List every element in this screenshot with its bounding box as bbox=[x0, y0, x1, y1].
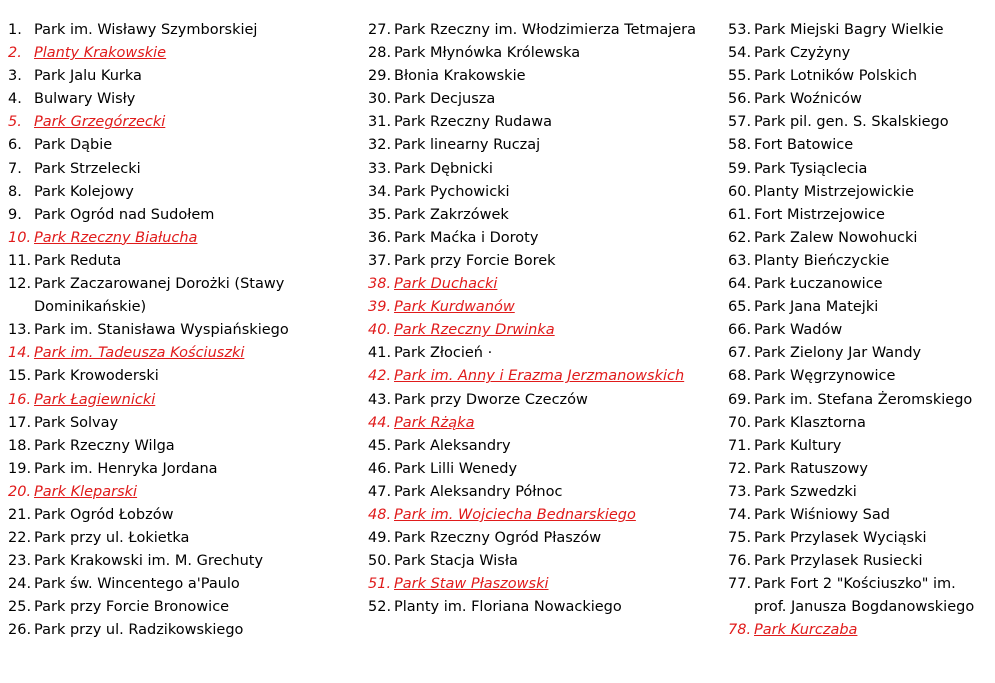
park-name: Park św. Wincentego a'Paulo bbox=[34, 576, 240, 593]
park-list-item bbox=[728, 111, 990, 134]
park-name: Park Kultury bbox=[754, 437, 842, 454]
park-name: Park Lotników Polskich bbox=[754, 68, 918, 85]
park-name: Park Zielony Jar Wandy bbox=[754, 345, 922, 362]
park-list-item bbox=[8, 573, 353, 596]
park-list-item bbox=[8, 527, 353, 550]
park-number: 46. bbox=[368, 460, 392, 477]
park-list-item bbox=[728, 365, 990, 388]
park-list-item bbox=[8, 273, 353, 319]
park-name: Park Wadów bbox=[754, 322, 843, 339]
park-list-item bbox=[728, 296, 990, 319]
park-list-item bbox=[368, 111, 713, 134]
park-list-item bbox=[8, 181, 353, 204]
park-list-item bbox=[8, 550, 353, 573]
park-number: 32. bbox=[368, 137, 392, 154]
park-name: Park Rzeczny Ogród Płaszów bbox=[394, 530, 602, 547]
park-name: Park Wiśniowy Sad bbox=[754, 506, 890, 523]
park-number: 1. bbox=[8, 22, 22, 38]
park-name: Park Strzelecki bbox=[34, 160, 141, 177]
park-list-item bbox=[368, 42, 713, 65]
park-number: 64. bbox=[728, 276, 752, 293]
park-name: Park Stacja Wisła bbox=[394, 553, 518, 570]
park-list-item bbox=[728, 389, 990, 412]
park-number: 76. bbox=[728, 553, 752, 570]
park-list-item bbox=[368, 88, 713, 111]
park-number: 75. bbox=[728, 530, 752, 547]
park-list-item bbox=[8, 42, 353, 65]
park-number: 71. bbox=[728, 437, 752, 454]
park-list-item bbox=[8, 412, 353, 435]
park-number: 4. bbox=[8, 91, 22, 108]
park-number: 59. bbox=[728, 160, 752, 177]
park-name: Park Krowoderski bbox=[34, 368, 159, 385]
park-list-item bbox=[8, 596, 353, 619]
park-name-highlighted: Park Duchacki bbox=[394, 276, 498, 293]
park-number: 19. bbox=[8, 460, 32, 477]
park-number: 16. bbox=[8, 391, 32, 408]
park-list-item bbox=[728, 42, 990, 65]
park-list-item bbox=[368, 596, 713, 619]
park-name: Park przy Dworze Czeczów bbox=[394, 391, 588, 408]
park-name: Park Tysiąclecia bbox=[754, 160, 868, 177]
park-number: 62. bbox=[728, 229, 752, 246]
park-number: 67. bbox=[728, 345, 752, 362]
park-list-item bbox=[728, 458, 990, 481]
park-list-item bbox=[728, 273, 990, 296]
park-name: Park Złocień · bbox=[394, 345, 493, 362]
park-number: 55. bbox=[728, 68, 752, 85]
park-list-item bbox=[368, 158, 713, 181]
park-name: Park Ogród Łobzów bbox=[34, 506, 174, 523]
park-list-item bbox=[368, 573, 713, 596]
park-number: 42. bbox=[368, 368, 392, 385]
park-list-item bbox=[728, 158, 990, 181]
park-name: Park Zakrzówek bbox=[394, 206, 509, 223]
park-name: Park linearny Ruczaj bbox=[394, 137, 541, 154]
park-name: Park im. Henryka Jordana bbox=[34, 460, 218, 477]
park-number: 25. bbox=[8, 599, 32, 616]
park-list-item bbox=[8, 250, 353, 273]
park-name-highlighted: Park Kurczaba bbox=[754, 622, 858, 639]
park-number: 78. bbox=[728, 622, 752, 639]
park-number: 33. bbox=[368, 160, 392, 177]
park-list-column-2 bbox=[368, 19, 713, 619]
park-name: Park Węgrzynowice bbox=[754, 368, 896, 385]
park-name: Park Rzeczny im. Włodzimierza Tetmajera bbox=[394, 22, 697, 38]
park-number: 3. bbox=[8, 68, 22, 85]
park-name-highlighted: Park Rzeczny Białucha bbox=[34, 229, 198, 246]
park-list-item bbox=[8, 88, 353, 111]
park-name: Park Aleksandry Północ bbox=[394, 483, 563, 500]
park-number: 41. bbox=[368, 345, 392, 362]
park-name: Park przy ul. Radzikowskiego bbox=[34, 622, 244, 639]
park-number: 44. bbox=[368, 414, 392, 431]
park-list-item bbox=[368, 527, 713, 550]
park-name: Park Rzeczny Rudawa bbox=[394, 114, 552, 131]
park-list-item bbox=[368, 342, 713, 365]
park-list-item bbox=[8, 134, 353, 157]
park-number: 11. bbox=[8, 252, 32, 269]
park-number: 22. bbox=[8, 530, 32, 547]
park-name: Park Ratuszowy bbox=[754, 460, 868, 477]
park-number: 50. bbox=[368, 553, 392, 570]
park-number: 77. bbox=[728, 576, 752, 593]
park-name: Park Jalu Kurka bbox=[34, 68, 142, 85]
park-name: Park Młynówka Królewska bbox=[394, 45, 581, 62]
park-name: Park Zalew Nowohucki bbox=[754, 229, 918, 246]
park-list-item bbox=[8, 619, 353, 642]
park-list-item bbox=[8, 458, 353, 481]
park-list-item bbox=[368, 458, 713, 481]
park-list-item bbox=[368, 504, 713, 527]
park-number: 7. bbox=[8, 160, 22, 177]
park-number: 31. bbox=[368, 114, 392, 131]
park-list-item bbox=[8, 158, 353, 181]
park-name: Park Lilli Wenedy bbox=[394, 460, 518, 477]
park-list-item bbox=[8, 435, 353, 458]
park-number: 65. bbox=[728, 299, 752, 316]
park-number: 24. bbox=[8, 576, 32, 593]
park-list-item bbox=[8, 504, 353, 527]
park-name: Park Woźniców bbox=[754, 91, 862, 108]
park-number: 6. bbox=[8, 137, 22, 154]
park-name: Park Fort 2 "Kościuszko" im. prof. Janusza Bogdanowskiego bbox=[754, 576, 975, 616]
park-list-item bbox=[368, 273, 713, 296]
park-list-item bbox=[8, 365, 353, 388]
park-name: Fort Batowice bbox=[754, 137, 854, 154]
park-list-item bbox=[728, 550, 990, 573]
park-number: 61. bbox=[728, 206, 752, 223]
park-list-item bbox=[368, 134, 713, 157]
park-list-item bbox=[368, 550, 713, 573]
park-list-item bbox=[728, 504, 990, 527]
park-number: 66. bbox=[728, 322, 752, 339]
park-list-item bbox=[8, 319, 353, 342]
park-name: Park Czyżyny bbox=[754, 45, 851, 62]
park-list-item bbox=[728, 204, 990, 227]
park-name: Park Aleksandry bbox=[394, 437, 511, 454]
park-number: 43. bbox=[368, 391, 392, 408]
park-name: Park Szwedzki bbox=[754, 483, 857, 500]
park-name: Bulwary Wisły bbox=[34, 91, 136, 108]
park-name: Park Ogród nad Sudołem bbox=[34, 206, 215, 223]
park-number: 18. bbox=[8, 437, 32, 454]
park-name: Fort Mistrzejowice bbox=[754, 206, 885, 223]
park-name: Park im. Wisławy Szymborskiej bbox=[34, 22, 258, 38]
park-list-item bbox=[368, 204, 713, 227]
park-number: 8. bbox=[8, 183, 22, 200]
park-list-item bbox=[368, 250, 713, 273]
park-list-item bbox=[368, 181, 713, 204]
park-name-highlighted: Park Kurdwanów bbox=[394, 299, 515, 316]
park-name-highlighted: Park Kleparski bbox=[34, 483, 138, 500]
park-name: Park Rzeczny Wilga bbox=[34, 437, 175, 454]
park-number: 17. bbox=[8, 414, 32, 431]
park-list-item bbox=[728, 88, 990, 111]
park-number: 70. bbox=[728, 414, 752, 431]
park-name-highlighted: Park Rżąka bbox=[394, 414, 475, 431]
park-list-item bbox=[368, 412, 713, 435]
park-number: 27. bbox=[368, 22, 392, 38]
park-list-item bbox=[368, 365, 713, 388]
park-list-item bbox=[8, 227, 353, 250]
park-list-item bbox=[368, 435, 713, 458]
park-list-item bbox=[728, 319, 990, 342]
park-number: 69. bbox=[728, 391, 752, 408]
park-number: 45. bbox=[368, 437, 392, 454]
park-number: 73. bbox=[728, 483, 752, 500]
park-name: Planty im. Floriana Nowackiego bbox=[394, 599, 622, 616]
park-name: Park Reduta bbox=[34, 252, 122, 269]
park-number: 9. bbox=[8, 206, 22, 223]
park-name: Park Klasztorna bbox=[754, 414, 866, 431]
park-number: 14. bbox=[8, 345, 32, 362]
park-list-item bbox=[8, 19, 353, 42]
park-name-highlighted: Park Grzegórzecki bbox=[34, 114, 166, 131]
park-number: 40. bbox=[368, 322, 392, 339]
park-number: 21. bbox=[8, 506, 32, 523]
park-name: Park Miejski Bagry Wielkie bbox=[754, 22, 944, 38]
park-number: 53. bbox=[728, 22, 752, 38]
park-list-item bbox=[728, 250, 990, 273]
park-number: 52. bbox=[368, 599, 392, 616]
park-number: 72. bbox=[728, 460, 752, 477]
park-list-item bbox=[368, 65, 713, 88]
park-name-highlighted: Park im. Wojciecha Bednarskiego bbox=[394, 506, 636, 523]
park-number: 10. bbox=[8, 229, 32, 246]
park-number: 26. bbox=[8, 622, 32, 639]
park-name: Park Zaczarowanej Dorożki (Stawy Dominikańskie) bbox=[34, 276, 285, 316]
park-name: Park Łuczanowice bbox=[754, 276, 883, 293]
park-list-item bbox=[368, 227, 713, 250]
park-number: 39. bbox=[368, 299, 392, 316]
park-list-item bbox=[728, 342, 990, 365]
park-name: Park Krakowski im. M. Grechuty bbox=[34, 553, 264, 570]
park-list-item bbox=[8, 481, 353, 504]
park-list-column-3 bbox=[728, 19, 990, 643]
park-number: 47. bbox=[368, 483, 392, 500]
park-number: 30. bbox=[368, 91, 392, 108]
park-list-item bbox=[728, 134, 990, 157]
park-list-item bbox=[368, 296, 713, 319]
park-name: Park Jana Matejki bbox=[754, 299, 879, 316]
park-list-item bbox=[728, 619, 990, 642]
park-list-item bbox=[368, 319, 713, 342]
park-list-item bbox=[728, 435, 990, 458]
park-number: 58. bbox=[728, 137, 752, 154]
park-number: 35. bbox=[368, 206, 392, 223]
park-name: Park Solvay bbox=[34, 414, 119, 431]
park-name-highlighted: Park Rzeczny Drwinka bbox=[394, 322, 555, 339]
park-number: 28. bbox=[368, 45, 392, 62]
park-number: 49. bbox=[368, 530, 392, 547]
park-name: Park Pychowicki bbox=[394, 183, 510, 200]
park-number: 36. bbox=[368, 229, 392, 246]
park-list-item bbox=[368, 19, 713, 42]
park-list-item bbox=[8, 204, 353, 227]
park-name: Park Kolejowy bbox=[34, 183, 134, 200]
park-name: Park przy ul. Łokietka bbox=[34, 530, 190, 547]
park-number: 15. bbox=[8, 368, 32, 385]
park-name: Park przy Forcie Borek bbox=[394, 252, 556, 269]
park-list-item bbox=[368, 389, 713, 412]
park-number: 20. bbox=[8, 483, 32, 500]
park-name: Błonia Krakowskie bbox=[394, 68, 526, 85]
park-name: Park Przylasek Rusiecki bbox=[754, 553, 923, 570]
park-number: 60. bbox=[728, 183, 752, 200]
park-number: 51. bbox=[368, 576, 392, 593]
park-list-item bbox=[728, 527, 990, 550]
park-name: Park Dębnicki bbox=[394, 160, 493, 177]
park-name: Park pil. gen. S. Skalskiego bbox=[754, 114, 949, 131]
park-list-item bbox=[728, 227, 990, 250]
park-number: 29. bbox=[368, 68, 392, 85]
park-name-highlighted: Park Łagiewnicki bbox=[34, 391, 156, 408]
park-number: 5. bbox=[8, 114, 22, 131]
park-number: 13. bbox=[8, 322, 32, 339]
park-name-highlighted: Planty Krakowskie bbox=[34, 45, 167, 62]
park-name: Park Przylasek Wyciąski bbox=[754, 530, 927, 547]
park-name-highlighted: Park im. Tadeusza Kościuszki bbox=[34, 345, 245, 362]
park-name: Park Dąbie bbox=[34, 137, 113, 154]
park-name: Park Maćka i Doroty bbox=[394, 229, 539, 246]
park-number: 74. bbox=[728, 506, 752, 523]
park-name: Planty Bieńczyckie bbox=[754, 252, 890, 269]
park-number: 12. bbox=[8, 276, 32, 293]
park-list-column-1 bbox=[8, 19, 353, 643]
park-list-item bbox=[8, 65, 353, 88]
park-number: 23. bbox=[8, 553, 32, 570]
park-number: 37. bbox=[368, 252, 392, 269]
park-name-highlighted: Park Staw Płaszowski bbox=[394, 576, 549, 593]
park-number: 63. bbox=[728, 252, 752, 269]
park-number: 68. bbox=[728, 368, 752, 385]
park-number: 54. bbox=[728, 45, 752, 62]
park-number: 34. bbox=[368, 183, 392, 200]
park-list-item bbox=[728, 412, 990, 435]
park-name: Planty Mistrzejowickie bbox=[754, 183, 915, 200]
park-list-item bbox=[728, 573, 990, 619]
park-number: 2. bbox=[8, 45, 22, 62]
park-list-item bbox=[8, 389, 353, 412]
park-list-item bbox=[728, 181, 990, 204]
park-list-item bbox=[368, 481, 713, 504]
park-name: Park Decjusza bbox=[394, 91, 496, 108]
park-list-item bbox=[728, 65, 990, 88]
park-name: Park przy Forcie Bronowice bbox=[34, 599, 230, 616]
park-name: Park im. Stanisława Wyspiańskiego bbox=[34, 322, 289, 339]
park-number: 38. bbox=[368, 276, 392, 293]
park-list-item bbox=[728, 481, 990, 504]
park-number: 56. bbox=[728, 91, 752, 108]
park-list-item bbox=[8, 111, 353, 134]
park-name: Park im. Stefana Żeromskiego bbox=[754, 391, 973, 408]
park-list-item bbox=[728, 19, 990, 42]
park-number: 48. bbox=[368, 506, 392, 523]
park-name-highlighted: Park im. Anny i Erazma Jerzmanowskich bbox=[394, 368, 685, 385]
park-list-item bbox=[8, 342, 353, 365]
park-number: 57. bbox=[728, 114, 752, 131]
